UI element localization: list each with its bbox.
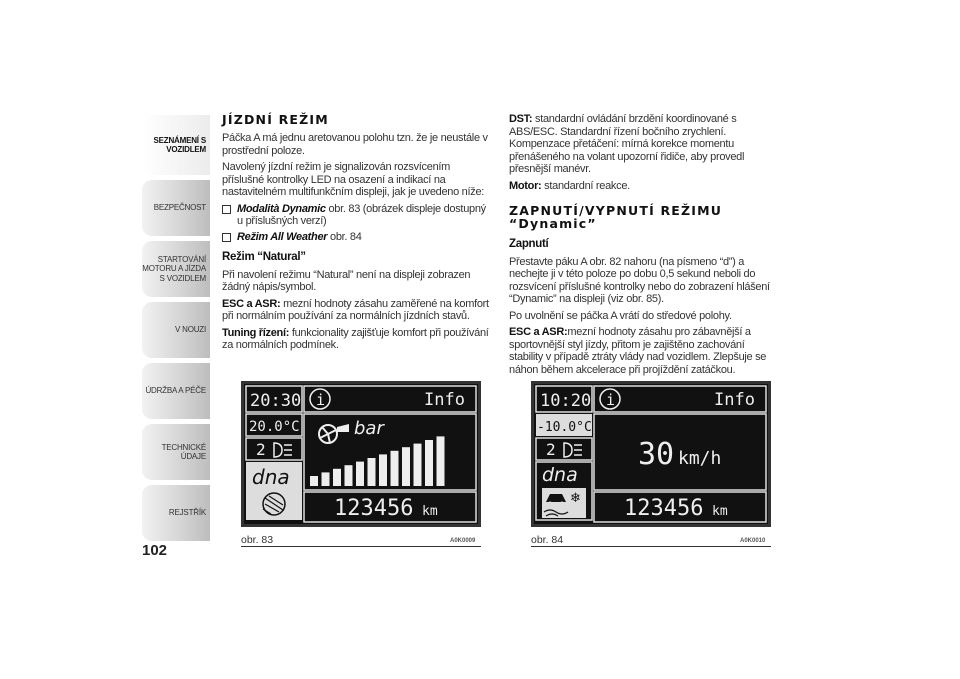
boost-bar <box>391 451 399 486</box>
tab-label: BEZPEČNOST <box>153 203 206 213</box>
gear-readout: 2 <box>546 440 556 459</box>
caption-rule <box>531 546 771 547</box>
checkbox-bullet-icon <box>222 233 231 242</box>
term-text: standardní reakce. <box>541 179 630 192</box>
tab-label: SEZNÁMENÍ S VOZIDLEM <box>153 135 206 154</box>
figure-code: A0K0010 <box>740 538 766 544</box>
right-column <box>509 113 779 380</box>
tab-label: V NOUZI <box>174 325 206 335</box>
odometer-readout: 123456 <box>624 496 704 521</box>
svg-text:i: i <box>316 391 326 409</box>
term-label: Motor: <box>509 179 542 192</box>
chapter-tabs <box>142 115 210 546</box>
term-label: Tuning řízení: <box>222 326 290 339</box>
speed-unit: km/h <box>678 448 722 469</box>
tab-startovani[interactable] <box>142 241 210 297</box>
info-label: Info <box>424 390 465 410</box>
figure-code: A0K0009 <box>450 538 476 544</box>
all-weather-mode-icon <box>542 488 586 518</box>
term-text: standardní ovládání brzdění koordinované s ABS/ESC. Standardní řízení bočního zrychlení. Kompenzace přetáčení: mírná korekce momentu přenášeného na volant upozorní řidiče, aby provedl přesnější manévr. <box>509 113 745 175</box>
tab-label: TECHNICKÉ ÚDAJE <box>161 442 206 461</box>
paragraph <box>222 327 490 352</box>
paragraph: Po uvolnění se páčka A vrátí do středové polohy. <box>509 309 732 322</box>
list-item-bold: Modalità Dynamic <box>237 202 326 215</box>
figure-caption: obr. 84 <box>531 534 564 546</box>
tab-udrzba[interactable] <box>142 363 210 419</box>
section-heading: ZAPNUTÍ/VYPNUTÍ REŽIMU “Dynamic” <box>509 203 723 231</box>
boost-bar <box>310 476 318 486</box>
tab-label: REJSTŘÍK <box>168 508 206 518</box>
tab-label: STARTOVÁNÍ MOTORU A JÍZDA S VOZIDLEM <box>142 254 206 283</box>
paragraph: Při navolení režimu “Natural” není na displeji zobrazen žádný nápis/symbol. <box>222 268 471 293</box>
paragraph <box>509 113 779 176</box>
subheading: Režim “Natural” <box>222 251 306 263</box>
paragraph <box>509 326 779 376</box>
boost-bar <box>345 465 353 486</box>
temperature-readout: 20.0°C <box>249 419 300 435</box>
paragraph <box>509 180 779 193</box>
term-text: mezní hodnoty zásahu pro zábavnější a sportovnější styl jízdy, přitom je zajištěno zachování stability v případě ztráty vlády nad vozidlem. Zlepšuje se náhon během akcelerace při projíždění zatáčkou. <box>509 326 767 376</box>
boost-bar <box>437 436 445 486</box>
odometer-unit: km <box>422 504 438 519</box>
tab-bezpecnost[interactable] <box>142 180 210 236</box>
svg-text:❄: ❄ <box>570 491 581 506</box>
clock-readout: 10:20 <box>540 391 592 411</box>
boost-bar <box>333 469 341 486</box>
list-item-text: obr. 83 (obrázek displeje dostupný u příslušných verzí) <box>237 202 486 227</box>
list-item-bold: Režim All Weather <box>237 230 328 243</box>
svg-text:i: i <box>606 391 616 409</box>
paragraph: Páčka A má jednu aretovanou polohu tzn. že je neustále v prostřední poloze. <box>222 132 488 157</box>
temperature-readout: -10.0°C <box>537 420 592 435</box>
figure-caption: obr. 83 <box>241 534 274 546</box>
subheading: Zapnutí <box>509 238 549 250</box>
boost-bar <box>322 472 330 486</box>
tab-technicke-udaje[interactable] <box>142 424 210 480</box>
lcd-display <box>534 384 768 524</box>
list-item-text: obr. 84 <box>327 230 362 243</box>
display-figure-84 <box>531 381 771 527</box>
info-label: Info <box>714 390 755 410</box>
checkbox-bullet-icon <box>222 205 231 214</box>
caption-rule <box>241 546 481 547</box>
odometer-readout: 123456 <box>334 496 414 521</box>
term-label: ESC a ASR: <box>509 326 568 338</box>
dna-label: dna <box>252 465 290 489</box>
boost-bar <box>356 462 364 486</box>
term-label: ESC a ASR: <box>222 297 281 310</box>
boost-bar <box>402 447 410 486</box>
tab-rejstrik[interactable] <box>142 485 210 541</box>
term-text: mezní hodnoty zásahu zaměřené na komfort při normálním používání za normálních jízdních stavů. <box>222 297 489 322</box>
speed-readout: 30 <box>638 437 675 472</box>
term-text: funkcionality zajišťuje komfort při používání za normálních podmínek. <box>222 326 489 351</box>
list-item <box>222 203 490 228</box>
tab-v-nouzi[interactable] <box>142 302 210 358</box>
boost-bar <box>379 454 387 486</box>
gear-readout: 2 <box>256 440 266 459</box>
display-figure-83 <box>241 381 481 527</box>
dna-label: dna <box>542 464 578 486</box>
boost-bar <box>368 458 376 486</box>
term-label: DST: <box>509 113 533 125</box>
list-item <box>222 231 490 244</box>
page-number: 102 <box>142 542 168 559</box>
left-column <box>222 113 490 356</box>
paragraph: Přestavte páku A obr. 82 nahoru (na písmeno “d”) a nechejte ji v této poloze po dobu 0,5 sekund neboli do rozsvícení příslušné kontrolky nebo do zobrazení hlášení “Dynamic” na displeji (viz obr. 85). <box>509 255 770 305</box>
boost-bar <box>414 444 422 486</box>
boost-bar <box>425 440 433 486</box>
clock-readout: 20:30 <box>250 391 302 411</box>
lcd-display <box>244 384 478 524</box>
paragraph <box>222 298 490 323</box>
paragraph: Navolený jízdní režim je signalizován rozsvícením příslušné kontrolky LED na osazení a indikací na nastavitelném multifunkčním displeji, jak je uvedeno níže: <box>222 161 485 198</box>
tab-seznameni[interactable] <box>142 115 210 175</box>
boost-unit-label: bar <box>354 418 384 439</box>
section-heading: JÍZDNÍ REŽIM <box>222 112 329 127</box>
tab-label: ÚDRŽBA A PÉČE <box>145 386 206 396</box>
odometer-unit: km <box>712 504 728 519</box>
